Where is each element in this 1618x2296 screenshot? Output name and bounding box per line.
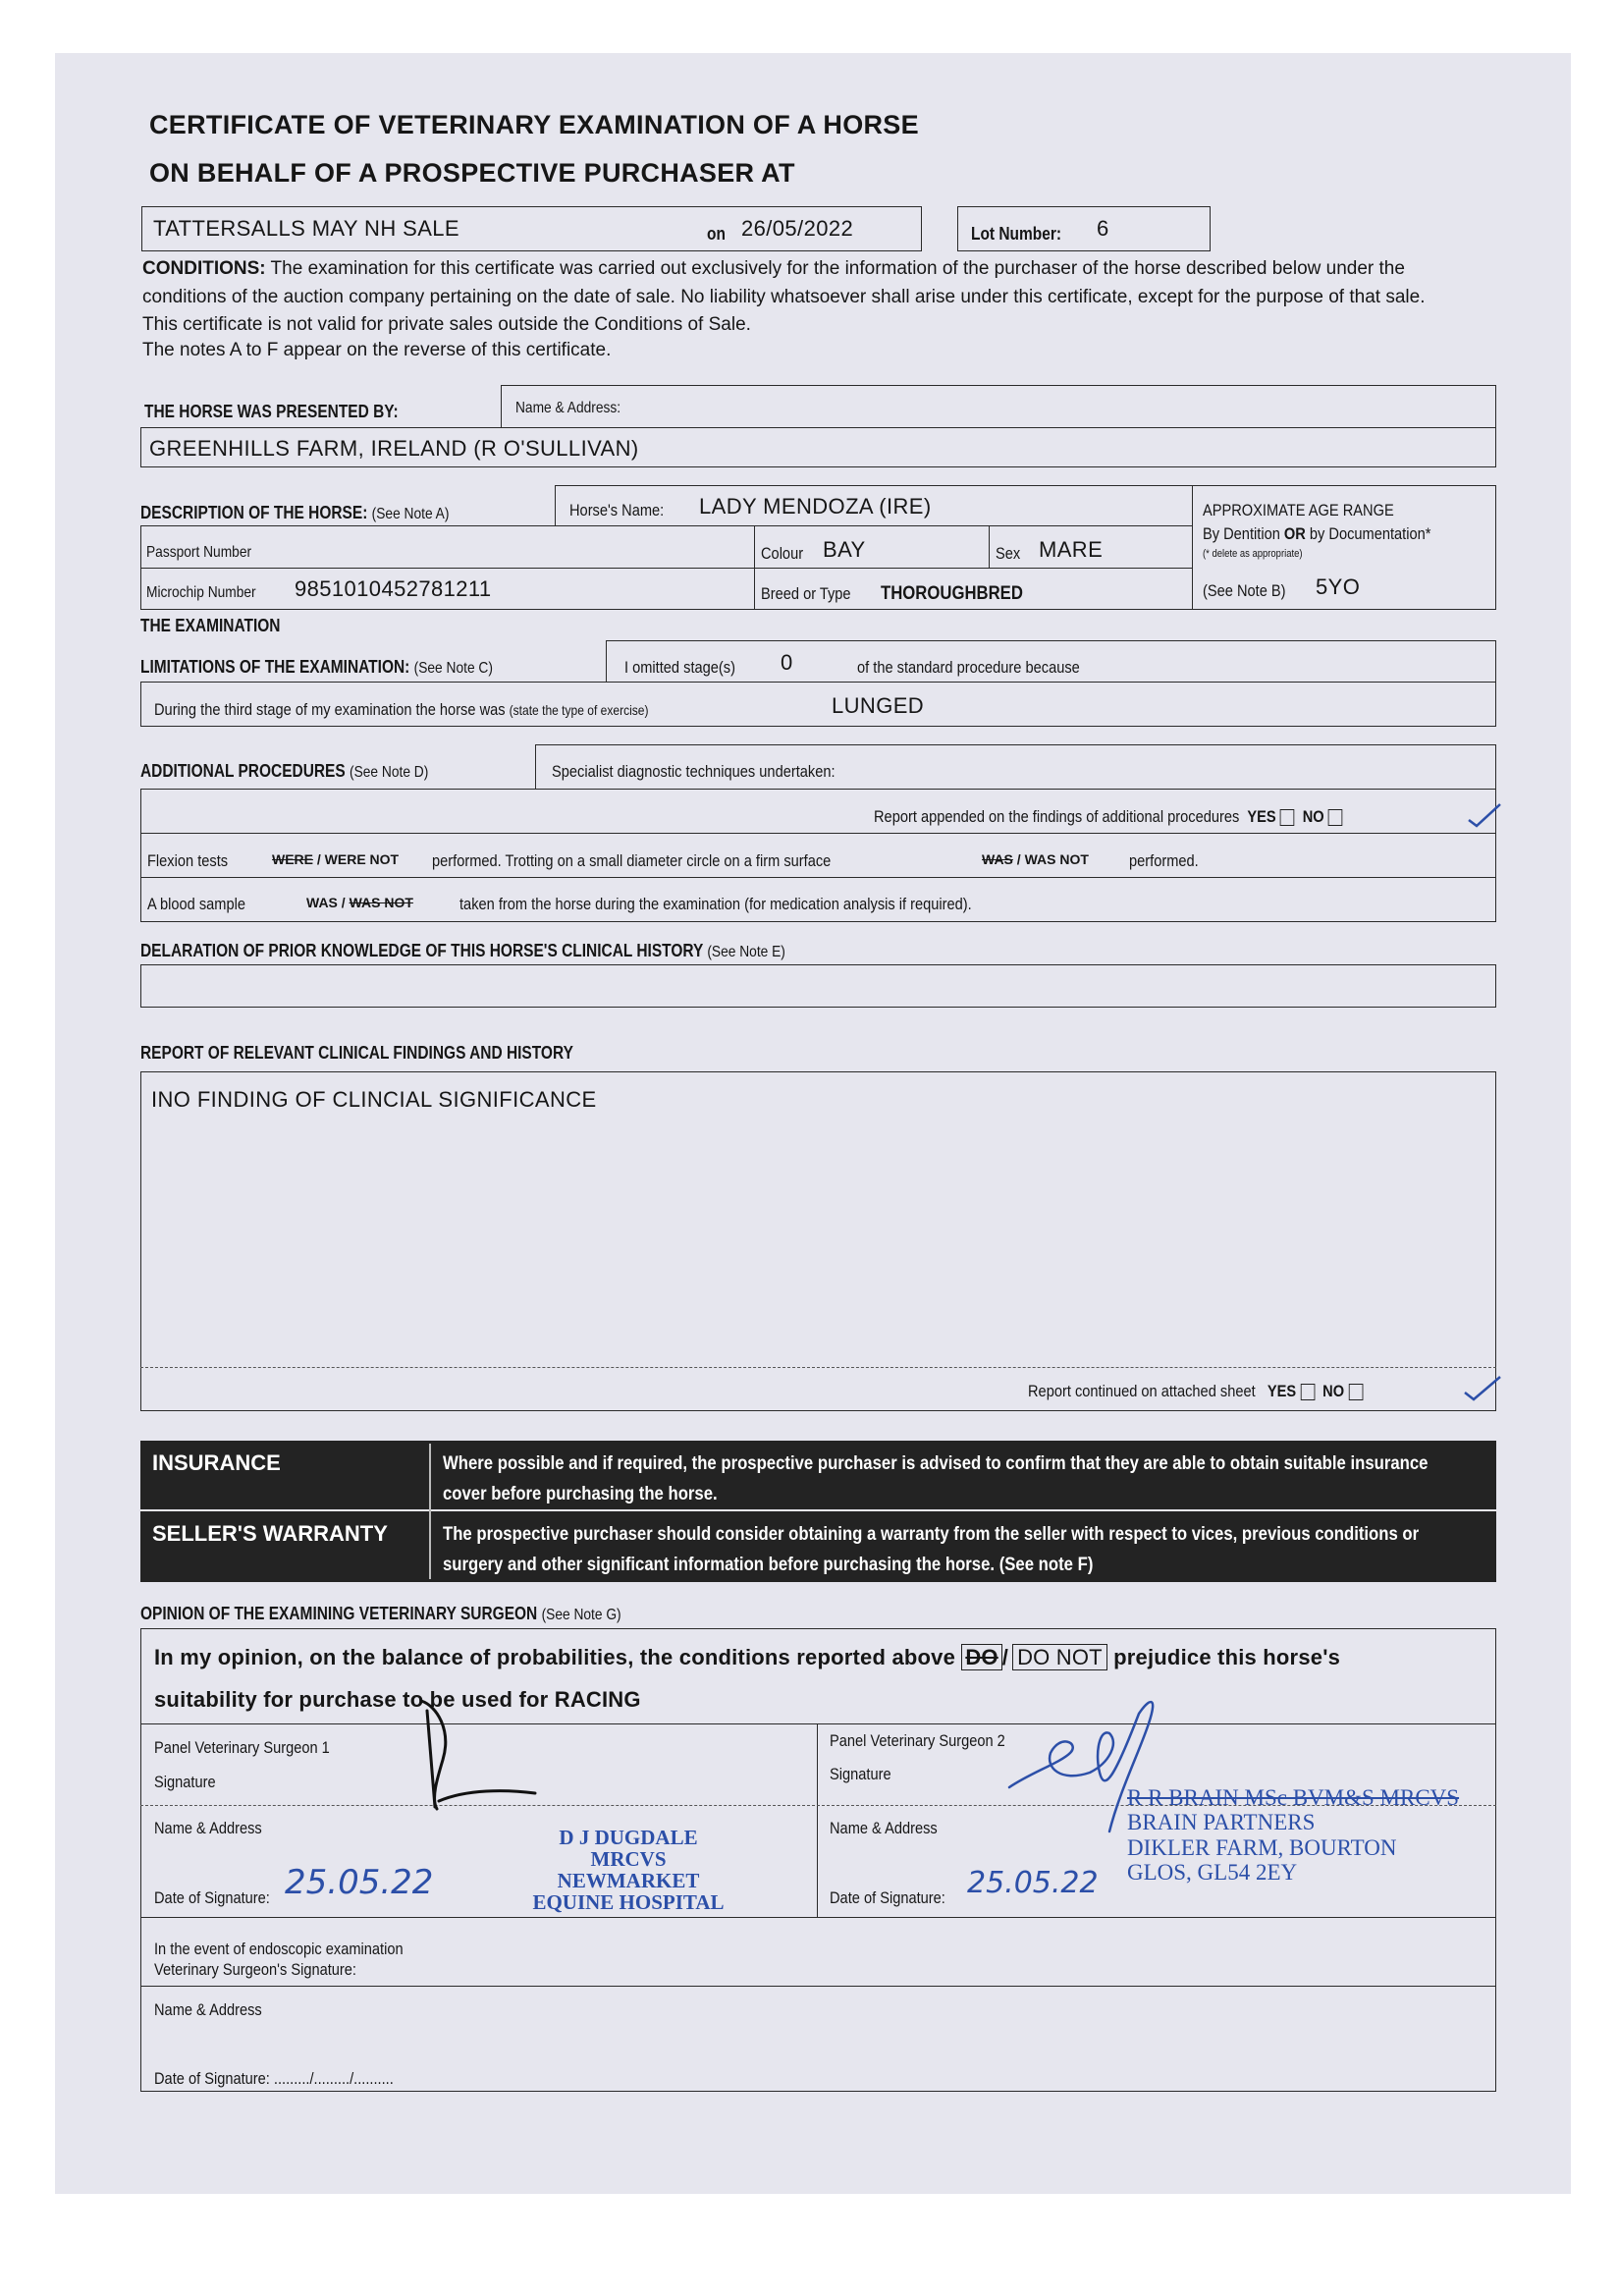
insurance-text: Where possible and if required, the prospective purchaser is advised to confirm that they are able to obtain suitable insurance cover before purchasing the horse. bbox=[443, 1453, 1429, 1504]
report-appended-yes-checkbox[interactable] bbox=[1280, 809, 1295, 826]
presented-value: GREENHILLS FARM, IRELAND (R O'SULLIVAN) bbox=[149, 436, 639, 461]
surgeon2-name-label: Name & Address bbox=[830, 1819, 938, 1837]
surgeon2-signature-label: Signature bbox=[830, 1765, 891, 1783]
colour-value: BAY bbox=[823, 537, 866, 562]
trot-options: WAS / WAS NOT bbox=[982, 851, 1089, 867]
report-appended-no-checkbox[interactable] bbox=[1328, 809, 1343, 826]
insurance-label: INSURANCE bbox=[152, 1450, 281, 1475]
report-continued-line: Report continued on attached sheet YES NO bbox=[1028, 1383, 1363, 1400]
description-grid-divider bbox=[140, 568, 1193, 569]
signature-1-icon bbox=[398, 1691, 545, 1829]
surgeon2-stamp: R R BRAIN MSc BVM&S MRCVS BRAIN PARTNERS DIKLER FARM, BOURTON GLOS, GL54 2EY bbox=[1127, 1785, 1460, 1885]
insurance-row bbox=[140, 1441, 1496, 1509]
surgeon1-signature-label: Signature bbox=[154, 1773, 216, 1791]
examination-label: THE EXAMINATION bbox=[140, 616, 281, 635]
surgeon2-label: Panel Veterinary Surgeon 2 bbox=[830, 1731, 1005, 1750]
colour-label: Colour bbox=[761, 544, 804, 563]
limitations-label: LIMITATIONS OF THE EXAMINATION: (See Note C) bbox=[140, 657, 493, 677]
endoscopic-name-label: Name & Address bbox=[154, 2000, 262, 2019]
declaration-box bbox=[140, 964, 1496, 1008]
endoscopic-line1: In the event of endoscopic examination bbox=[154, 1940, 404, 1958]
conditions-text bbox=[142, 255, 1448, 340]
flexion-mid: performed. Trotting on a small diameter circle on a firm surface bbox=[432, 851, 832, 870]
surgeon1-label: Panel Veterinary Surgeon 1 bbox=[154, 1738, 330, 1757]
conditions-label: CONDITIONS: bbox=[142, 258, 266, 279]
description-label: DESCRIPTION OF THE HORSE: (See Note A) bbox=[140, 503, 450, 522]
horse-name-value: LADY MENDOZA (IRE) bbox=[699, 494, 932, 519]
dark-row-divider bbox=[429, 1444, 431, 1579]
lot-number: 6 bbox=[1097, 216, 1109, 241]
surgeon2-date-value: 25.05.22 bbox=[967, 1866, 1099, 1900]
flexion-options: WERE / WERE NOT bbox=[272, 851, 400, 867]
additional-grid-divider-2 bbox=[140, 877, 1496, 878]
check-mark-icon bbox=[1461, 1373, 1505, 1404]
surgeon1-name-label: Name & Address bbox=[154, 1819, 262, 1837]
trot-end: performed. bbox=[1129, 851, 1199, 870]
title-line-1: CERTIFICATE OF VETERINARY EXAMINATION OF A HORSE bbox=[149, 110, 919, 139]
conditions-notes: The notes A to F appear on the reverse of this certificate. bbox=[142, 340, 612, 360]
opinion-text-line1: In my opinion, on the balance of probabilities, the conditions reported above DO / DO NOT prejudice this horse's bbox=[154, 1645, 1341, 1669]
microchip-value: 9851010452781211 bbox=[295, 576, 492, 601]
endoscopic-line2: Veterinary Surgeon's Signature: bbox=[154, 1960, 356, 1979]
specialist-label: Specialist diagnostic techniques undertaken: bbox=[552, 762, 836, 781]
breed-label: Breed or Type bbox=[761, 584, 851, 603]
additional-grid-divider-1 bbox=[140, 833, 1496, 834]
breed-value: THOROUGHBRED bbox=[881, 583, 1023, 604]
description-grid-vline-2 bbox=[989, 525, 990, 568]
endoscopic-date-label: Date of Signature: ........./........./.......... bbox=[154, 2069, 394, 2088]
third-stage-value: LUNGED bbox=[832, 693, 925, 718]
age-by: By Dentition OR by Documentation* bbox=[1203, 524, 1431, 543]
presented-name-address-label: Name & Address: bbox=[515, 400, 621, 416]
report-continued-yes-checkbox[interactable] bbox=[1300, 1384, 1315, 1400]
passport-label: Passport Number bbox=[146, 544, 252, 561]
description-grid-vline-1 bbox=[754, 525, 755, 610]
omitted-value: 0 bbox=[781, 650, 793, 675]
age-value: 5YO bbox=[1316, 574, 1361, 599]
age-note: (See Note B) bbox=[1203, 581, 1286, 600]
microchip-label: Microchip Number bbox=[146, 584, 256, 601]
blood-label: A blood sample bbox=[147, 895, 245, 913]
declaration-label: DELARATION OF PRIOR KNOWLEDGE OF THIS HORSE'S CLINICAL HISTORY (See Note E) bbox=[140, 941, 785, 960]
check-mark-icon bbox=[1465, 800, 1504, 830]
report-value: INO FINDING OF CLINCIAL SIGNIFICANCE bbox=[151, 1087, 597, 1112]
opinion-text-line2: suitability for purchase to be used for RACING bbox=[154, 1687, 641, 1712]
surgeon2-date-label: Date of Signature: bbox=[830, 1888, 945, 1907]
opinion-label: OPINION OF THE EXAMINING VETERINARY SURGEON (See Note G) bbox=[140, 1604, 621, 1623]
report-continued-no-checkbox[interactable] bbox=[1348, 1384, 1363, 1400]
opinion-divider-3 bbox=[140, 1917, 1496, 1918]
opinion-divider-4 bbox=[140, 1986, 1496, 1987]
horse-name-label: Horse's Name: bbox=[569, 501, 665, 519]
on-label: on bbox=[707, 224, 726, 244]
surgeon1-date-label: Date of Signature: bbox=[154, 1888, 270, 1907]
sex-value: MARE bbox=[1039, 537, 1104, 562]
opinion-vline bbox=[817, 1723, 818, 1917]
sex-label: Sex bbox=[996, 544, 1021, 563]
report-appended-line: Report appended on the findings of additional procedures YES NO bbox=[874, 808, 1343, 826]
conditions-body: The examination for this certificate was carried out exclusively for the information of the purchaser of the horse described below under the conditions of the auction company pertaining on the date of sale. No liability whatsoever shall arise under this certificate, except for the purpose of that sale. This certificate is not valid for private sales outside the Conditions of Sale. bbox=[142, 258, 1426, 335]
opinion-divider-1 bbox=[140, 1723, 1496, 1724]
age-title: APPROXIMATE AGE RANGE bbox=[1203, 501, 1394, 519]
additional-label: ADDITIONAL PROCEDURES (See Note D) bbox=[140, 761, 429, 781]
surgeon1-stamp: D J DUGDALE MRCVS NEWMARKET EQUINE HOSPITAL bbox=[532, 1826, 725, 1915]
flexion-label: Flexion tests bbox=[147, 851, 229, 870]
title-line-2: ON BEHALF OF A PROSPECTIVE PURCHASER AT bbox=[149, 158, 795, 188]
presented-name-box bbox=[501, 385, 1496, 428]
surgeon1-date-value: 25.05.22 bbox=[285, 1863, 434, 1902]
omitted-label: I omitted stage(s) bbox=[624, 658, 735, 677]
blood-options: WAS / WAS NOT bbox=[306, 895, 413, 910]
report-divider bbox=[140, 1367, 1496, 1368]
age-delete-note: (* delete as appropriate) bbox=[1203, 548, 1303, 560]
warranty-text: The prospective purchaser should consider obtaining a warranty from the seller with respect to vices, previous conditions or surgery and other significant information before purchasing the horse. (See note F) bbox=[443, 1524, 1420, 1575]
lot-label: Lot Number: bbox=[971, 224, 1062, 244]
third-stage-label: During the third stage of my examination the horse was (state the type of exercise) bbox=[154, 700, 649, 719]
sale-date: 26/05/2022 bbox=[741, 216, 854, 241]
omitted-suffix: of the standard procedure because bbox=[857, 658, 1080, 677]
report-box bbox=[140, 1071, 1496, 1411]
warranty-label: SELLER'S WARRANTY bbox=[152, 1521, 388, 1546]
report-label: REPORT OF RELEVANT CLINICAL FINDINGS AND HISTORY bbox=[140, 1043, 573, 1063]
blood-end: taken from the horse during the examination (for medication analysis if required). bbox=[459, 895, 972, 913]
warranty-row bbox=[140, 1511, 1496, 1582]
presented-label: THE HORSE WAS PRESENTED BY: bbox=[144, 402, 399, 421]
sale-name: TATTERSALLS MAY NH SALE bbox=[153, 216, 459, 241]
